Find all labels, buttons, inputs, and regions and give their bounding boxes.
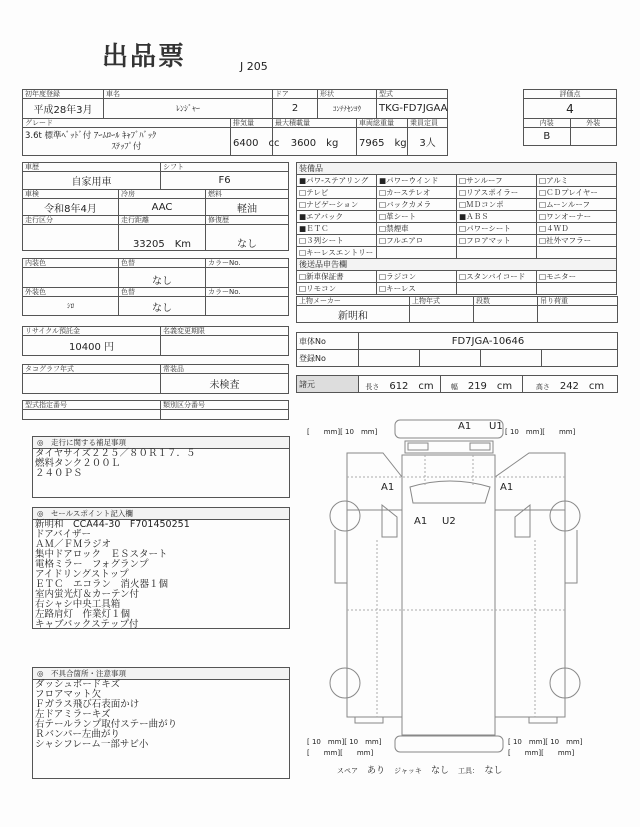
label: 修復歴: [206, 216, 289, 225]
shift: F6: [161, 172, 289, 190]
equipment-item: [537, 283, 617, 295]
note-line: 燃料タンク２００Ｌ: [35, 458, 121, 469]
tire-depth-rear-left: [ mm][ mm]: [307, 749, 374, 757]
note-line: タイヤサイズ２２５／８０Ｒ１７．５: [35, 448, 196, 459]
label: リサイクル預託金: [23, 327, 161, 336]
note-line: 左ドアミラーキズ: [35, 709, 111, 720]
damage-mark: A1: [381, 482, 395, 493]
type-number-table: [22, 400, 289, 420]
vehicle-damage-diagram: [295, 415, 617, 760]
recycle-fee: 10400 円: [23, 336, 161, 356]
note-line: アイドリングストップ: [35, 569, 129, 580]
interior-color-change: なし: [119, 268, 206, 288]
label: ドア: [273, 90, 318, 99]
label: 色替: [119, 259, 206, 268]
equipment-item: □パワーシート: [457, 223, 537, 235]
label: 冷房: [119, 190, 206, 199]
label: 諸元: [297, 376, 359, 393]
equipment-item: □スタンバイコード: [457, 271, 537, 283]
equipment-item: □３列シート: [297, 235, 377, 247]
label: グレード: [23, 119, 231, 128]
tire-depth-rear-right: [ 10 mm][ 10 mm]: [508, 738, 583, 746]
front-bumper-outline: [395, 420, 503, 438]
max-load: 3600 kg: [273, 128, 357, 156]
note-line: 室内蛍光灯＆カーテン付: [35, 589, 140, 600]
equipment-item: [457, 283, 537, 295]
label: 後送品申告欄: [297, 259, 617, 271]
spare-value: あり: [367, 766, 386, 776]
equipment-item: □禁煙車: [377, 223, 457, 235]
label: スペア: [337, 767, 358, 775]
note-line: 右シャシ中央工具箱: [35, 599, 121, 610]
label: 乗員定員: [408, 119, 448, 128]
grade: 3.6t 標準ﾍﾞｯﾄﾞ付 ｱｰﾑﾛｰﾙ ｷｬﾌﾞﾊﾞｯｸ ｽﾃｯﾌﾟ付: [23, 128, 231, 156]
body-maker-table: [296, 296, 618, 323]
damage-mark: U1: [489, 421, 503, 432]
capacity: 3人: [408, 128, 448, 156]
rating-table: [523, 89, 617, 146]
equipment-item: □アルミ: [537, 175, 617, 187]
label: 走行区分: [23, 216, 119, 225]
label: カラーNo.: [206, 259, 289, 268]
first-registration: 平成28年3月: [23, 99, 104, 119]
dimensions-table: [296, 375, 618, 393]
damage-mark: A1: [458, 421, 472, 432]
label: 外装: [570, 119, 617, 128]
equipment-item: □モニター: [537, 271, 617, 283]
notes-title: ◎ 不具合箇所・注意事項: [33, 668, 289, 680]
cab-and-body-outline: [402, 455, 495, 735]
jack-value: なし: [430, 766, 449, 776]
label: 車歴: [23, 163, 161, 172]
notes-title: ◎ 走行に関する補足事項: [33, 437, 289, 449]
equipment-item: ■ＡＢＳ: [457, 211, 537, 223]
body-shape: ｺﾝﾃﾅｾﾝﾖｳ: [318, 99, 377, 119]
equipment-item: ■パワ-ステアリング: [297, 175, 377, 187]
equipment-item: □カーステレオ: [377, 187, 457, 199]
tire-depth-rear-right: [ mm][ mm]: [508, 749, 575, 757]
tire-depth-front-right: [ 10 mm][ mm]: [505, 428, 576, 436]
label: 名義変更期限: [161, 327, 289, 336]
equipment-item: □キーレスエントリー: [297, 247, 377, 259]
exterior-color: ｼﾛ: [23, 297, 119, 316]
mileage-class: [23, 225, 119, 251]
label: 高さ: [535, 382, 550, 391]
interior-grade: B: [524, 128, 571, 146]
label: 上物メーカー: [297, 297, 410, 306]
equipment-table: [296, 162, 617, 295]
mileage: 33205 Km: [119, 225, 206, 251]
equipment-item: □ナビゲーション: [297, 199, 377, 211]
sales-points: [32, 507, 290, 629]
note-line: Ｆガラス飛び石表面かけ: [35, 699, 140, 710]
tools-value: なし: [484, 766, 503, 776]
note-line: ＡＭ／ＦＭラジオ: [35, 539, 112, 550]
equipment-item: □テレビ: [297, 187, 377, 199]
equipment-item: □ムーンルーフ: [537, 199, 617, 211]
air-conditioner: AAC: [119, 199, 206, 216]
note-line: フロアマット欠: [35, 689, 102, 700]
note-line: ダッシュボードキズ: [35, 679, 121, 690]
exterior-grade: [570, 128, 617, 146]
label: 初年度登録: [23, 90, 104, 99]
label: 車名: [104, 90, 273, 99]
equipment-item: ■エアバック: [297, 211, 377, 223]
equipment-item: □ＣＤプレイヤー: [537, 187, 617, 199]
equipment-item: [537, 247, 617, 259]
tire-depth-rear-left: [ 10 mm][ 10 mm]: [307, 738, 382, 746]
label: 装備品: [297, 163, 617, 175]
label: 走行距離: [119, 216, 206, 225]
recycle-table: [22, 326, 289, 356]
width: 219 cm: [467, 380, 513, 392]
note-line: 集中ドアロック ＥＳスタート: [35, 549, 168, 560]
inspection: 令和8年4月: [23, 199, 119, 216]
label: 長さ: [365, 382, 380, 391]
label: 型式: [377, 90, 448, 99]
label: 色替: [119, 288, 206, 297]
label: 常装品: [161, 365, 289, 374]
equipment-item: □社外マフラー: [537, 235, 617, 247]
label: 内装: [524, 119, 571, 128]
equipment-item: □バックカメラ: [377, 199, 457, 211]
label: 内装色: [23, 259, 119, 268]
label: 最大積載量: [273, 119, 357, 128]
height: 242 cm: [559, 380, 605, 392]
note-line: シャシフレーム一部サビ小: [35, 739, 149, 750]
damage-mark: U2: [442, 516, 456, 527]
label: 上物年式: [410, 297, 474, 306]
defect-notes: [32, 667, 290, 779]
label: 排気量: [231, 119, 273, 128]
equipment-item: □キーレス: [377, 283, 457, 295]
label: 燃料: [206, 190, 289, 199]
label: 幅: [450, 382, 458, 391]
history-table: [22, 162, 289, 251]
note-line: 左路肩灯 作業灯１個: [35, 609, 131, 620]
equipment-item: ■パワーウインド: [377, 175, 457, 187]
equipment-item: □フロアマット: [457, 235, 537, 247]
equipment-item: □ワンオーナー: [537, 211, 617, 223]
tacho-table: [22, 364, 289, 394]
label: タコグラフ年式: [23, 365, 161, 374]
fuel: 軽油: [206, 199, 289, 216]
label: 車両総重量: [357, 119, 408, 128]
label: 形状: [318, 90, 377, 99]
label: ジャッキ: [394, 767, 422, 775]
note-line: ドアバイザー: [35, 529, 91, 540]
sheet-title: 出品票: [102, 42, 187, 72]
equipment-section: [296, 162, 617, 295]
note-line: 電格ミラー フォグランプ: [35, 559, 149, 570]
label: 段数: [474, 297, 538, 306]
equipment-item: ■ＥＴＣ: [297, 223, 377, 235]
colors-table: [22, 258, 289, 316]
equipment-item: □ＭＤコンポ: [457, 199, 537, 211]
label: 吊り荷重: [538, 297, 618, 306]
equipment-item: □革シート: [377, 211, 457, 223]
car-name: ﾚﾝｼﾞｬｰ: [104, 99, 273, 119]
model-code: TKG-FD7JGAA: [377, 99, 448, 119]
repair-history: なし: [206, 225, 289, 251]
label: 車検: [23, 190, 119, 199]
equipment-item: □サンルーフ: [457, 175, 537, 187]
label: 評価点: [524, 90, 617, 99]
equipment-item: [457, 247, 537, 259]
note-line: Ｒバンパー左曲がり: [35, 729, 120, 740]
rear-bumper-outline: [395, 736, 503, 752]
equipment-item: □新車保証書: [297, 271, 377, 283]
equipment-item: [377, 247, 457, 259]
damage-mark: A1: [500, 482, 514, 493]
accessories-line: [337, 763, 503, 776]
usage: 自家用車: [23, 172, 161, 190]
lot-number: J 205: [240, 60, 268, 73]
damage-mark: A1: [414, 516, 428, 527]
note-line: 右テールランプ取付ステー曲がり: [35, 719, 178, 730]
displacement: 6400 cc: [231, 128, 273, 156]
body-maker: 新明和: [297, 306, 410, 323]
note-line: ＥＴＣ エコラン 消火器１個: [35, 579, 169, 590]
rating-score: 4: [524, 99, 617, 119]
equipment-item: □リアスポイラー: [457, 187, 537, 199]
label: 外装色: [23, 288, 119, 297]
chassis-table: [296, 332, 618, 367]
label: シフト: [161, 163, 289, 172]
label: 車体No: [297, 333, 359, 350]
exterior-color-change: なし: [119, 297, 206, 316]
equipment-item: □ラジコン: [377, 271, 457, 283]
vehicle-basic-table: [22, 89, 448, 156]
standard-equipment: 未検査: [161, 374, 289, 394]
label: カラーNo.: [206, 288, 289, 297]
equipment-item: □４ＷＤ: [537, 223, 617, 235]
equipment-item: □フルエアロ: [377, 235, 457, 247]
doors: 2: [273, 99, 318, 119]
length: 612 cm: [389, 380, 434, 392]
note-line: 新明和 CCA44-30 F701450251: [35, 519, 190, 530]
chassis-number: FD7JGA-10646: [359, 333, 618, 350]
note-line: キャブバックステップ付: [35, 619, 139, 630]
tire-depth-front-left: [ mm][ 10 mm]: [307, 428, 378, 436]
notes-title: ◎ セールスポイント記入欄: [33, 508, 289, 520]
label: 類別区分番号: [161, 401, 289, 410]
label: 工具：: [457, 767, 476, 775]
label: 登録No: [297, 350, 359, 367]
equipment-item: □リモコン: [297, 283, 377, 295]
gross-weight: 7965 kg: [357, 128, 408, 156]
note-line: ２４０ＰＳ: [35, 468, 83, 479]
label: 型式指定番号: [23, 401, 161, 410]
driving-notes: [32, 436, 290, 498]
